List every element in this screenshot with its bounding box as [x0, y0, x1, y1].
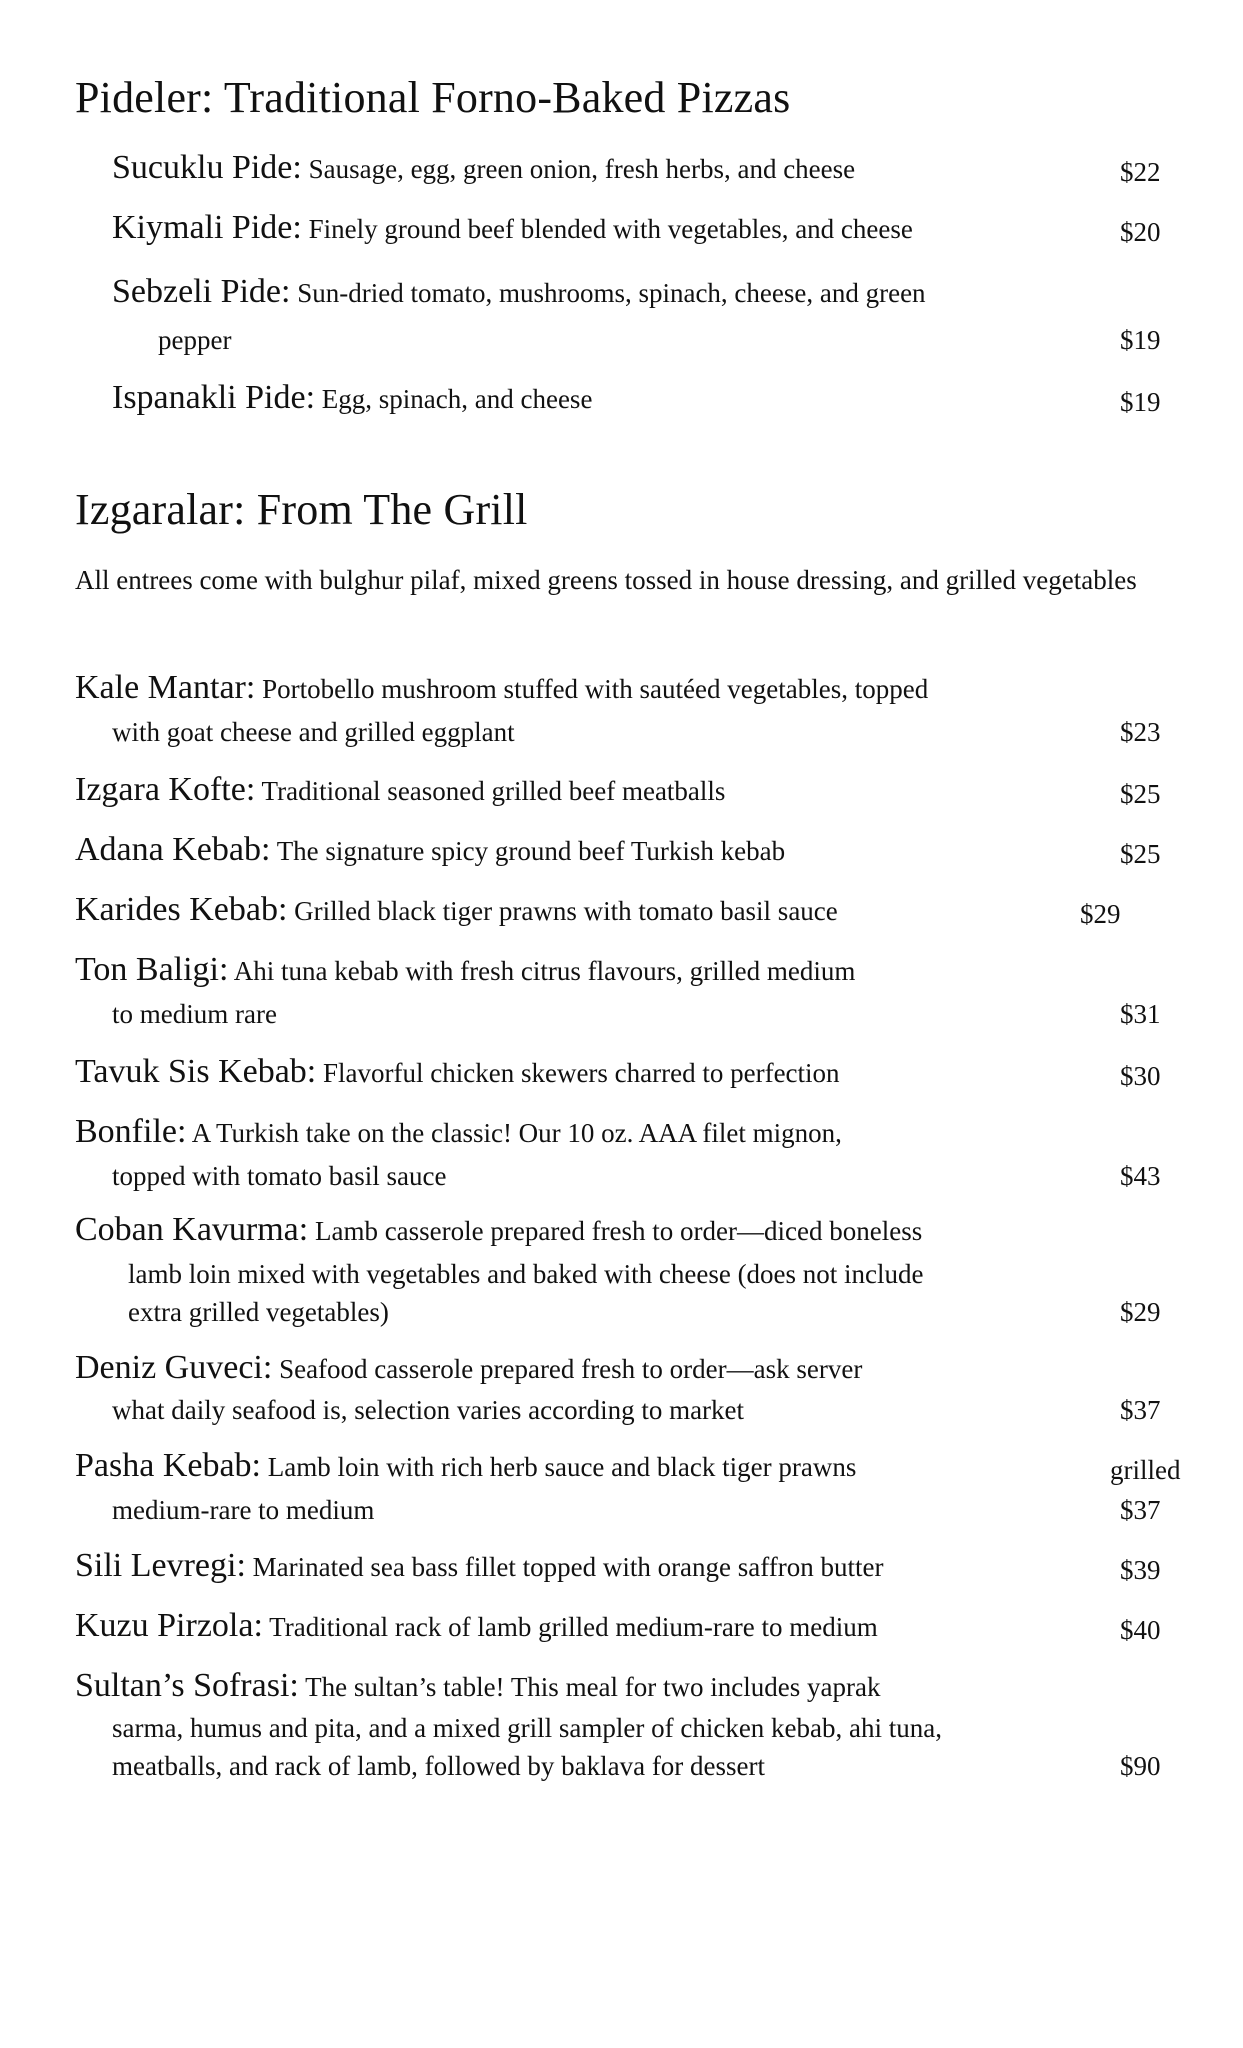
item-description-continued: medium-rare to medium: [112, 1495, 375, 1525]
item-name: Sultan’s Sofrasi:: [75, 1667, 299, 1704]
item-description: Seafood casserole prepared fresh to order—ask server: [279, 1354, 863, 1384]
item-name: Sucuklu Pide:: [112, 149, 302, 186]
item-description-continued: lamb loin mixed with vegetables and baked with cheese (does not include: [128, 1259, 924, 1289]
item-description: Flavorful chicken skewers charred to perfection: [323, 1058, 840, 1088]
item-price: $30: [1120, 1061, 1161, 1091]
item-description: Sun-dried tomato, mushrooms, spinach, cheese, and green: [297, 278, 926, 308]
item-price: $29: [1120, 1297, 1161, 1327]
item-name: Kiymali Pide:: [112, 209, 302, 246]
item-description: The sultan’s table! This meal for two includes yaprak: [305, 1672, 881, 1702]
item-price: $37: [1120, 1395, 1161, 1425]
item-price: $43: [1120, 1161, 1161, 1191]
item-description: Sausage, egg, green onion, fresh herbs, and cheese: [308, 154, 856, 184]
menu-item-sultans-sofrasi: [75, 1666, 880, 1707]
item-description-continued: meatballs, and rack of lamb, followed by baklava for dessert: [112, 1751, 766, 1781]
item-price: $39: [1120, 1555, 1161, 1585]
item-name: Ton Baligi:: [75, 951, 229, 988]
menu-item-ton-baligi: [75, 950, 855, 991]
menu-item-tavuk-sis-kebab: [75, 1052, 840, 1093]
item-description: Traditional seasoned grilled beef meatballs: [261, 776, 726, 806]
item-name: Deniz Guveci:: [75, 1349, 273, 1386]
item-name: Bonfile:: [75, 1113, 187, 1150]
menu-item-sebzeli-pide: [112, 272, 926, 313]
item-description: Grilled black tiger prawns with tomato basil sauce: [294, 896, 838, 926]
item-price: $25: [1120, 839, 1161, 869]
item-price: $37: [1120, 1495, 1161, 1525]
item-name: Adana Kebab:: [75, 831, 271, 868]
item-description-continued: topped with tomato basil sauce: [112, 1161, 447, 1191]
item-name: Kuzu Pirzola:: [75, 1607, 263, 1644]
item-price: $19: [1120, 325, 1161, 355]
menu-item-ispanakli-pide: [112, 378, 592, 419]
menu-item-coban-kavurma: [75, 1210, 922, 1251]
item-name: Tavuk Sis Kebab:: [75, 1053, 317, 1090]
item-description-continued: extra grilled vegetables): [128, 1297, 389, 1327]
item-name: Kale Mantar:: [75, 669, 256, 706]
item-description: A Turkish take on the classic! Our 10 oz. AAA filet mignon,: [191, 1118, 842, 1148]
menu-item-kiymali-pide: [112, 208, 913, 249]
menu-item-kuzu-pirzola: [75, 1606, 878, 1647]
menu-item-pasha-kebab: [75, 1446, 856, 1487]
item-name: Ispanakli Pide:: [112, 379, 316, 416]
menu-item-sili-levregi: [75, 1546, 883, 1587]
pide-section-title: Pideler: Traditional Forno-Baked Pizzas: [75, 73, 791, 122]
item-price: $22: [1120, 157, 1161, 187]
item-description: The signature spicy ground beef Turkish kebab: [276, 836, 786, 866]
item-description: Marinated sea bass fillet topped with orange saffron butter: [252, 1552, 884, 1582]
item-name: Izgara Kofte:: [75, 771, 256, 808]
item-description: Finely ground beef blended with vegetables, and cheese: [308, 214, 913, 244]
item-name: Sebzeli Pide:: [112, 273, 291, 310]
menu-item-adana-kebab: [75, 830, 785, 871]
item-name: Coban Kavurma:: [75, 1211, 309, 1248]
item-price: $90: [1120, 1751, 1161, 1781]
menu-item-kale-mantar: [75, 668, 928, 709]
item-price: $19: [1120, 387, 1161, 417]
item-description-continued: sarma, humus and pita, and a mixed grill sampler of chicken kebab, ahi tuna,: [112, 1713, 942, 1743]
item-description-continued: to medium rare: [112, 999, 277, 1029]
item-description-continued: with goat cheese and grilled eggplant: [112, 717, 515, 747]
menu-item-bonfile: [75, 1112, 842, 1153]
item-description: Portobello mushroom stuffed with sautéed vegetables, topped: [262, 674, 929, 704]
menu-item-izgara-kofte: [75, 770, 725, 811]
item-name: Pasha Kebab:: [75, 1447, 262, 1484]
menu-item-sucuklu-pide: [112, 148, 855, 189]
menu-item-karides-kebab: [75, 890, 838, 931]
item-name: Karides Kebab:: [75, 891, 288, 928]
item-price: $25: [1120, 779, 1161, 809]
item-description: Lamb loin with rich herb sauce and black tiger prawns: [267, 1452, 857, 1482]
item-price: $20: [1120, 217, 1161, 247]
grill-section-title: Izgaralar: From The Grill: [75, 485, 528, 534]
item-price: $23: [1120, 717, 1161, 747]
item-name: Sili Levregi:: [75, 1547, 246, 1584]
item-description-continued: pepper: [158, 325, 232, 355]
item-price: $29: [1080, 899, 1121, 929]
item-price: $31: [1120, 999, 1161, 1029]
item-description-continued: what daily seafood is, selection varies according to market: [112, 1395, 745, 1425]
item-description: Traditional rack of lamb grilled medium-rare to medium: [269, 1612, 878, 1642]
grill-intro: All entrees come with bulghur pilaf, mixed greens tossed in house dressing, and grilled vegetables: [75, 565, 1137, 595]
item-description: Ahi tuna kebab with fresh citrus flavours, grilled medium: [233, 956, 856, 986]
item-description: Egg, spinach, and cheese: [321, 384, 593, 414]
item-description-end: grilled: [1110, 1455, 1181, 1485]
item-description: Lamb casserole prepared fresh to order—diced boneless: [314, 1216, 923, 1246]
menu-item-deniz-guveci: [75, 1348, 862, 1389]
item-price: $40: [1120, 1615, 1161, 1645]
